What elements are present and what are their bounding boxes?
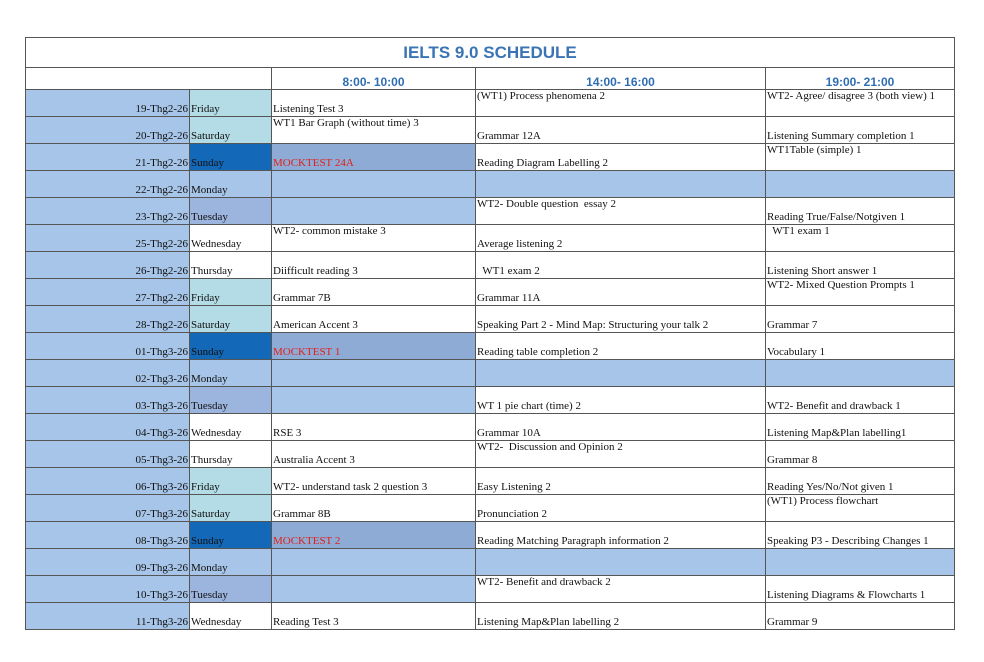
- slot-afternoon-cell: WT 1 pie chart (time) 2: [476, 387, 766, 414]
- slot-evening-cell: WT1 exam 1: [766, 225, 955, 252]
- date-cell: 03-Thg3-26: [26, 387, 190, 414]
- day-cell: Tuesday: [190, 576, 272, 603]
- date-cell: 04-Thg3-26: [26, 414, 190, 441]
- date-cell: 09-Thg3-26: [26, 549, 190, 576]
- header-blank-date: [26, 68, 190, 90]
- slot-morning-cell: MOCKTEST 24A: [272, 144, 476, 171]
- slot-afternoon-cell: [476, 549, 766, 576]
- date-cell: 22-Thg2-26: [26, 171, 190, 198]
- schedule-row: [26, 198, 955, 225]
- schedule-row: [26, 225, 955, 252]
- slot-afternoon-cell: Grammar 11A: [476, 279, 766, 306]
- slot-morning-cell: WT2- common mistake 3: [272, 225, 476, 252]
- date-cell: 02-Thg3-26: [26, 360, 190, 387]
- slot-evening-cell: WT2- Benefit and drawback 1: [766, 387, 955, 414]
- date-cell: 20-Thg2-26: [26, 117, 190, 144]
- slot-afternoon-cell: (WT1) Process phenomena 2: [476, 90, 766, 117]
- header-row: [26, 68, 955, 90]
- schedule-table: [25, 37, 955, 630]
- day-cell: Sunday: [190, 522, 272, 549]
- slot-morning-cell: Listening Test 3: [272, 90, 476, 117]
- slot-evening-cell: Listening Diagrams & Flowcharts 1: [766, 576, 955, 603]
- slot-afternoon-cell: WT2- Double question essay 2: [476, 198, 766, 225]
- date-cell: 07-Thg3-26: [26, 495, 190, 522]
- slot-evening-cell: WT2- Agree/ disagree 3 (both view) 1: [766, 90, 955, 117]
- slot-afternoon-cell: Speaking Part 2 - Mind Map: Structuring your talk 2: [476, 306, 766, 333]
- slot-evening-cell: [766, 549, 955, 576]
- schedule-row: [26, 333, 955, 360]
- slot-evening-cell: Reading True/False/Notgiven 1: [766, 198, 955, 225]
- slot-morning-cell: MOCKTEST 1: [272, 333, 476, 360]
- day-cell: Thursday: [190, 441, 272, 468]
- schedule-row: [26, 549, 955, 576]
- slot-evening-cell: Vocabulary 1: [766, 333, 955, 360]
- header-blank-day: [190, 68, 272, 90]
- schedule-row: [26, 360, 955, 387]
- schedule-row: [26, 387, 955, 414]
- slot-morning-cell: Grammar 7B: [272, 279, 476, 306]
- schedule-row: [26, 252, 955, 279]
- day-cell: Wednesday: [190, 603, 272, 630]
- slot-evening-cell: Grammar 7: [766, 306, 955, 333]
- day-cell: Tuesday: [190, 198, 272, 225]
- date-cell: 21-Thg2-26: [26, 144, 190, 171]
- schedule-row: [26, 576, 955, 603]
- day-cell: Sunday: [190, 333, 272, 360]
- day-cell: Tuesday: [190, 387, 272, 414]
- slot-morning-cell: [272, 387, 476, 414]
- slot-afternoon-cell: [476, 360, 766, 387]
- day-cell: Saturday: [190, 306, 272, 333]
- slot-morning-cell: [272, 576, 476, 603]
- date-cell: 23-Thg2-26: [26, 198, 190, 225]
- schedule-title: IELTS 9.0 SCHEDULE: [26, 38, 955, 68]
- day-cell: Monday: [190, 171, 272, 198]
- schedule-row: [26, 414, 955, 441]
- slot-afternoon-cell: WT1 exam 2: [476, 252, 766, 279]
- slot-evening-cell: Listening Map&Plan labelling1: [766, 414, 955, 441]
- schedule-row: [26, 171, 955, 198]
- slot-morning-cell: [272, 171, 476, 198]
- day-cell: Monday: [190, 549, 272, 576]
- header-slot-2: 14:00- 16:00: [476, 68, 766, 90]
- slot-evening-cell: WT2- Mixed Question Prompts 1: [766, 279, 955, 306]
- title-row: [26, 38, 955, 68]
- slot-morning-cell: WT2- understand task 2 question 3: [272, 468, 476, 495]
- day-cell: Wednesday: [190, 414, 272, 441]
- slot-evening-cell: [766, 360, 955, 387]
- slot-morning-cell: MOCKTEST 2: [272, 522, 476, 549]
- schedule-row: [26, 144, 955, 171]
- date-cell: 25-Thg2-26: [26, 225, 190, 252]
- date-cell: 26-Thg2-26: [26, 252, 190, 279]
- slot-evening-cell: Listening Short answer 1: [766, 252, 955, 279]
- day-cell: Friday: [190, 90, 272, 117]
- schedule-row: [26, 603, 955, 630]
- date-cell: 27-Thg2-26: [26, 279, 190, 306]
- slot-evening-cell: [766, 171, 955, 198]
- slot-afternoon-cell: Easy Listening 2: [476, 468, 766, 495]
- slot-morning-cell: American Accent 3: [272, 306, 476, 333]
- date-cell: 06-Thg3-26: [26, 468, 190, 495]
- date-cell: 05-Thg3-26: [26, 441, 190, 468]
- date-cell: 11-Thg3-26: [26, 603, 190, 630]
- schedule-row: [26, 279, 955, 306]
- slot-afternoon-cell: WT2- Benefit and drawback 2: [476, 576, 766, 603]
- day-cell: Thursday: [190, 252, 272, 279]
- day-cell: Monday: [190, 360, 272, 387]
- schedule-row: [26, 306, 955, 333]
- slot-evening-cell: Grammar 9: [766, 603, 955, 630]
- slot-morning-cell: [272, 360, 476, 387]
- slot-morning-cell: WT1 Bar Graph (without time) 3: [272, 117, 476, 144]
- day-cell: Wednesday: [190, 225, 272, 252]
- slot-morning-cell: [272, 549, 476, 576]
- schedule-row: [26, 117, 955, 144]
- slot-afternoon-cell: Pronunciation 2: [476, 495, 766, 522]
- schedule-row: [26, 468, 955, 495]
- header-slot-1: 8:00- 10:00: [272, 68, 476, 90]
- slot-evening-cell: Grammar 8: [766, 441, 955, 468]
- slot-morning-cell: Reading Test 3: [272, 603, 476, 630]
- header-slot-3: 19:00- 21:00: [766, 68, 955, 90]
- slot-morning-cell: RSE 3: [272, 414, 476, 441]
- date-cell: 08-Thg3-26: [26, 522, 190, 549]
- slot-morning-cell: Australia Accent 3: [272, 441, 476, 468]
- date-cell: 01-Thg3-26: [26, 333, 190, 360]
- slot-evening-cell: Reading Yes/No/Not given 1: [766, 468, 955, 495]
- slot-afternoon-cell: Grammar 10A: [476, 414, 766, 441]
- slot-afternoon-cell: Reading Matching Paragraph information 2: [476, 522, 766, 549]
- slot-afternoon-cell: Listening Map&Plan labelling 2: [476, 603, 766, 630]
- schedule-row: [26, 522, 955, 549]
- slot-afternoon-cell: Grammar 12A: [476, 117, 766, 144]
- slot-morning-cell: Diifficult reading 3: [272, 252, 476, 279]
- slot-afternoon-cell: [476, 171, 766, 198]
- schedule-row: [26, 495, 955, 522]
- slot-evening-cell: Speaking P3 - Describing Changes 1: [766, 522, 955, 549]
- slot-afternoon-cell: Reading table completion 2: [476, 333, 766, 360]
- day-cell: Sunday: [190, 144, 272, 171]
- date-cell: 10-Thg3-26: [26, 576, 190, 603]
- day-cell: Saturday: [190, 495, 272, 522]
- date-cell: 19-Thg2-26: [26, 90, 190, 117]
- slot-evening-cell: (WT1) Process flowchart: [766, 495, 955, 522]
- day-cell: Friday: [190, 468, 272, 495]
- day-cell: Friday: [190, 279, 272, 306]
- slot-afternoon-cell: Average listening 2: [476, 225, 766, 252]
- slot-evening-cell: WT1Table (simple) 1: [766, 144, 955, 171]
- slot-morning-cell: Grammar 8B: [272, 495, 476, 522]
- slot-morning-cell: [272, 198, 476, 225]
- slot-afternoon-cell: WT2- Discussion and Opinion 2: [476, 441, 766, 468]
- slot-evening-cell: Listening Summary completion 1: [766, 117, 955, 144]
- date-cell: 28-Thg2-26: [26, 306, 190, 333]
- schedule-row: [26, 90, 955, 117]
- schedule-row: [26, 441, 955, 468]
- day-cell: Saturday: [190, 117, 272, 144]
- slot-afternoon-cell: Reading Diagram Labelling 2: [476, 144, 766, 171]
